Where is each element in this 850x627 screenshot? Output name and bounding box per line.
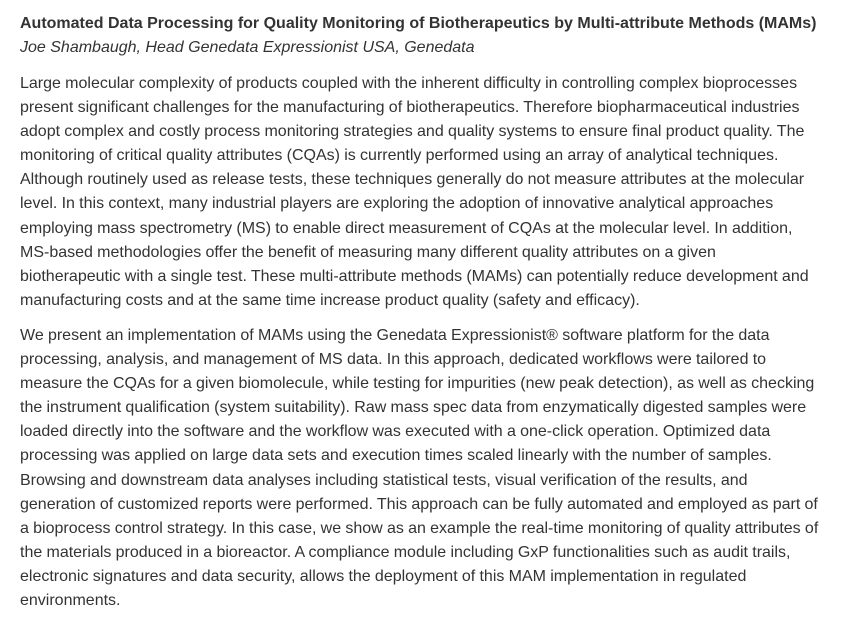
paragraph-line: the materials produced in a bioreactor. A compliance module including GxP functionalities such as audit trails, (20, 543, 791, 561)
paragraph-line: employing mass spectrometry (MS) to enable direct measurement of CQAs at the molecular level. In addition, (20, 219, 793, 237)
paragraph-line: Although routinely used as release tests, these techniques generally do not measure attributes at the molecular (20, 171, 805, 189)
paragraph-line: level. In this context, many industrial players are exploring the adoption of innovative analytical approaches (20, 195, 774, 213)
author-byline: Joe Shambaugh, Head Genedata Expressionist USA, Genedata (20, 39, 475, 56)
paragraph-line: the instrument qualification (system suitability). Raw mass spec data from enzymatically digested samples were (20, 399, 807, 417)
article-title: Automated Data Processing for Quality Monitoring of Biotherapeutics by Multi-attribute Methods (MAMs) (20, 15, 817, 32)
paragraph-line: processing was applied on large data sets and execution times scaled linearly with the number of samples. (20, 447, 772, 465)
paragraph-line: We present an implementation of MAMs using the Genedata Expressionist® software platform for the data (20, 326, 770, 344)
paragraph-line: loaded directly into the software and the workflow was executed with a one-click operation. Optimized data (20, 423, 771, 441)
paragraph-line: measure the CQAs for a given biomolecule, while testing for impurities (new peak detection), as well as checking (20, 375, 815, 393)
paragraph-line: adopt complex and costly process monitoring strategies and quality systems to ensure final product quality. The (20, 123, 805, 141)
paragraph-line: processing, analysis, and management of MS data. In this approach, dedicated workflows were tailored to (20, 351, 767, 369)
abstract-paragraph-2 (20, 324, 832, 613)
paragraph-line: monitoring of critical quality attributes (CQAs) is currently performed using an array of analytical techniques. (20, 147, 779, 165)
paragraph-line: generation of customized reports were performed. This approach can be fully automated and employed as part of (20, 495, 818, 513)
paragraph-line: MS-based methodologies offer the benefit of measuring many different quality attributes on a given (20, 243, 716, 261)
paragraph-line: Large molecular complexity of products coupled with the inherent difficulty in controlling complex bioprocesses (20, 75, 798, 92)
abstract-paragraph-1 (20, 72, 832, 313)
paragraph-line: electronic signatures and data security, allows the deployment of this MAM implementation in regulated (20, 567, 747, 585)
paragraph-line: biotherapeutic with a single test. These multi-attribute methods (MAMs) can potentially reduce development and (20, 267, 809, 285)
paragraph-line: manufacturing costs and at the same time increase product quality (safety and efficacy). (20, 291, 640, 309)
paragraph-line: environments. (20, 591, 121, 609)
paragraph-line: Browsing and downstream data analyses including statistical tests, visual verification of the results, and (20, 471, 748, 489)
paragraph-line: present significant challenges for the manufacturing of biotherapeutics. Therefore biopharmaceutical industries (20, 99, 800, 117)
paragraph-line: a bioprocess control strategy. In this case, we show as an example the real-time monitoring of quality attributes of (20, 519, 819, 537)
